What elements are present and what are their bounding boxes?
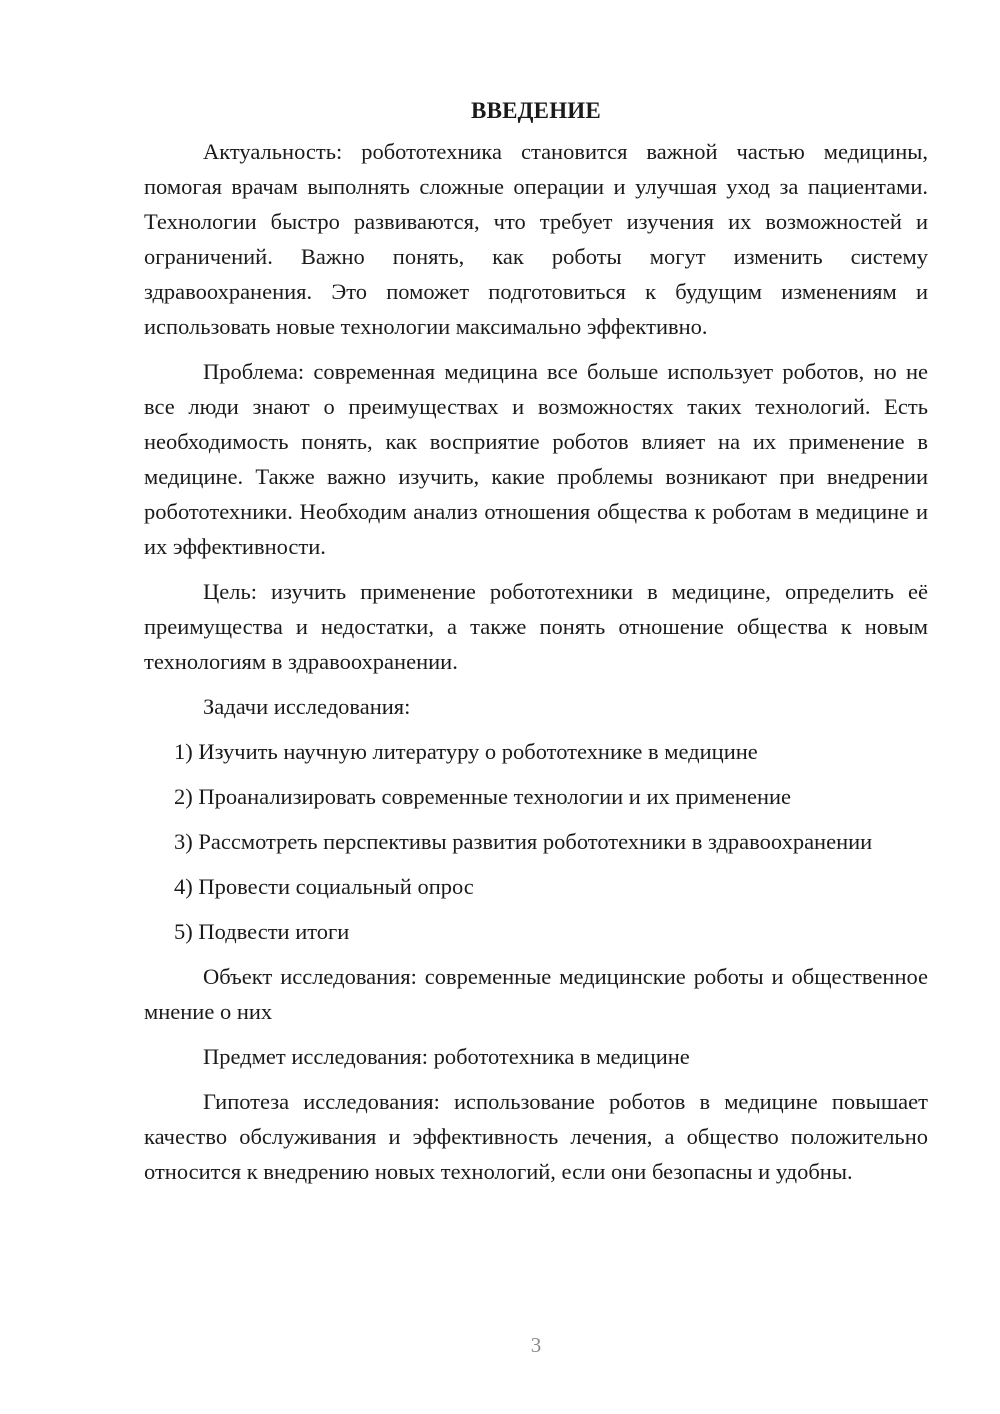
paragraph-relevance: Актуальность: робототехника становится важной частью медицины, помогая врачам выполнять сложные операции и улучшая уход за пациентами. Технологии быстро развиваются, что требует изучения их возможностей и ограничений. Важно понять, как роботы могут изменить систему здравоохранения. Это поможет подготовиться к будущим изменениям и использовать новые технологии максимально эффективно. bbox=[144, 139, 928, 339]
list-item-task-5: 5) Подвести итоги bbox=[174, 919, 350, 944]
paragraph-subject: Предмет исследования: робототехника в медицине bbox=[203, 1044, 690, 1069]
list-item-task-4: 4) Провести социальный опрос bbox=[174, 874, 474, 899]
paragraph-hypothesis: Гипотеза исследования: использование роботов в медицине повышает качество обслуживания и эффективность лечения, а общество положительно относится к внедрению новых технологий, если они безопасны и удобны. bbox=[144, 1089, 928, 1184]
list-item-task-3: 3) Рассмотреть перспективы развития робототехники в здравоохранении bbox=[174, 829, 873, 854]
page-number: 3 bbox=[530, 1333, 542, 1357]
page-title: ВВЕДЕНИЕ bbox=[471, 98, 601, 123]
paragraph-object: Объект исследования: современные медицинские роботы и общественное мнение о них bbox=[144, 964, 928, 1024]
tasks-heading: Задачи исследования: bbox=[203, 694, 411, 719]
page-content bbox=[144, 94, 928, 1199]
list-item-task-1: 1) Изучить научную литературу о робототехнике в медицине bbox=[174, 739, 758, 764]
paragraph-goal: Цель: изучить применение робототехники в медицине, определить её преимущества и недостатки, а также понять отношение общества к новым технологиям в здравоохранении. bbox=[144, 579, 928, 674]
list-item-task-2: 2) Проанализировать современные технологии и их применение bbox=[174, 784, 792, 809]
paragraph-problem: Проблема: современная медицина все больше использует роботов, но не все люди знают о преимуществах и возможностях таких технологий. Есть необходимость понять, как восприятие роботов влияет на их применение в медицине. Также важно изучить, какие проблемы возникают при внедрении робототехники. Необходим анализ отношения общества к роботам в медицине и их эффективности. bbox=[144, 359, 928, 559]
